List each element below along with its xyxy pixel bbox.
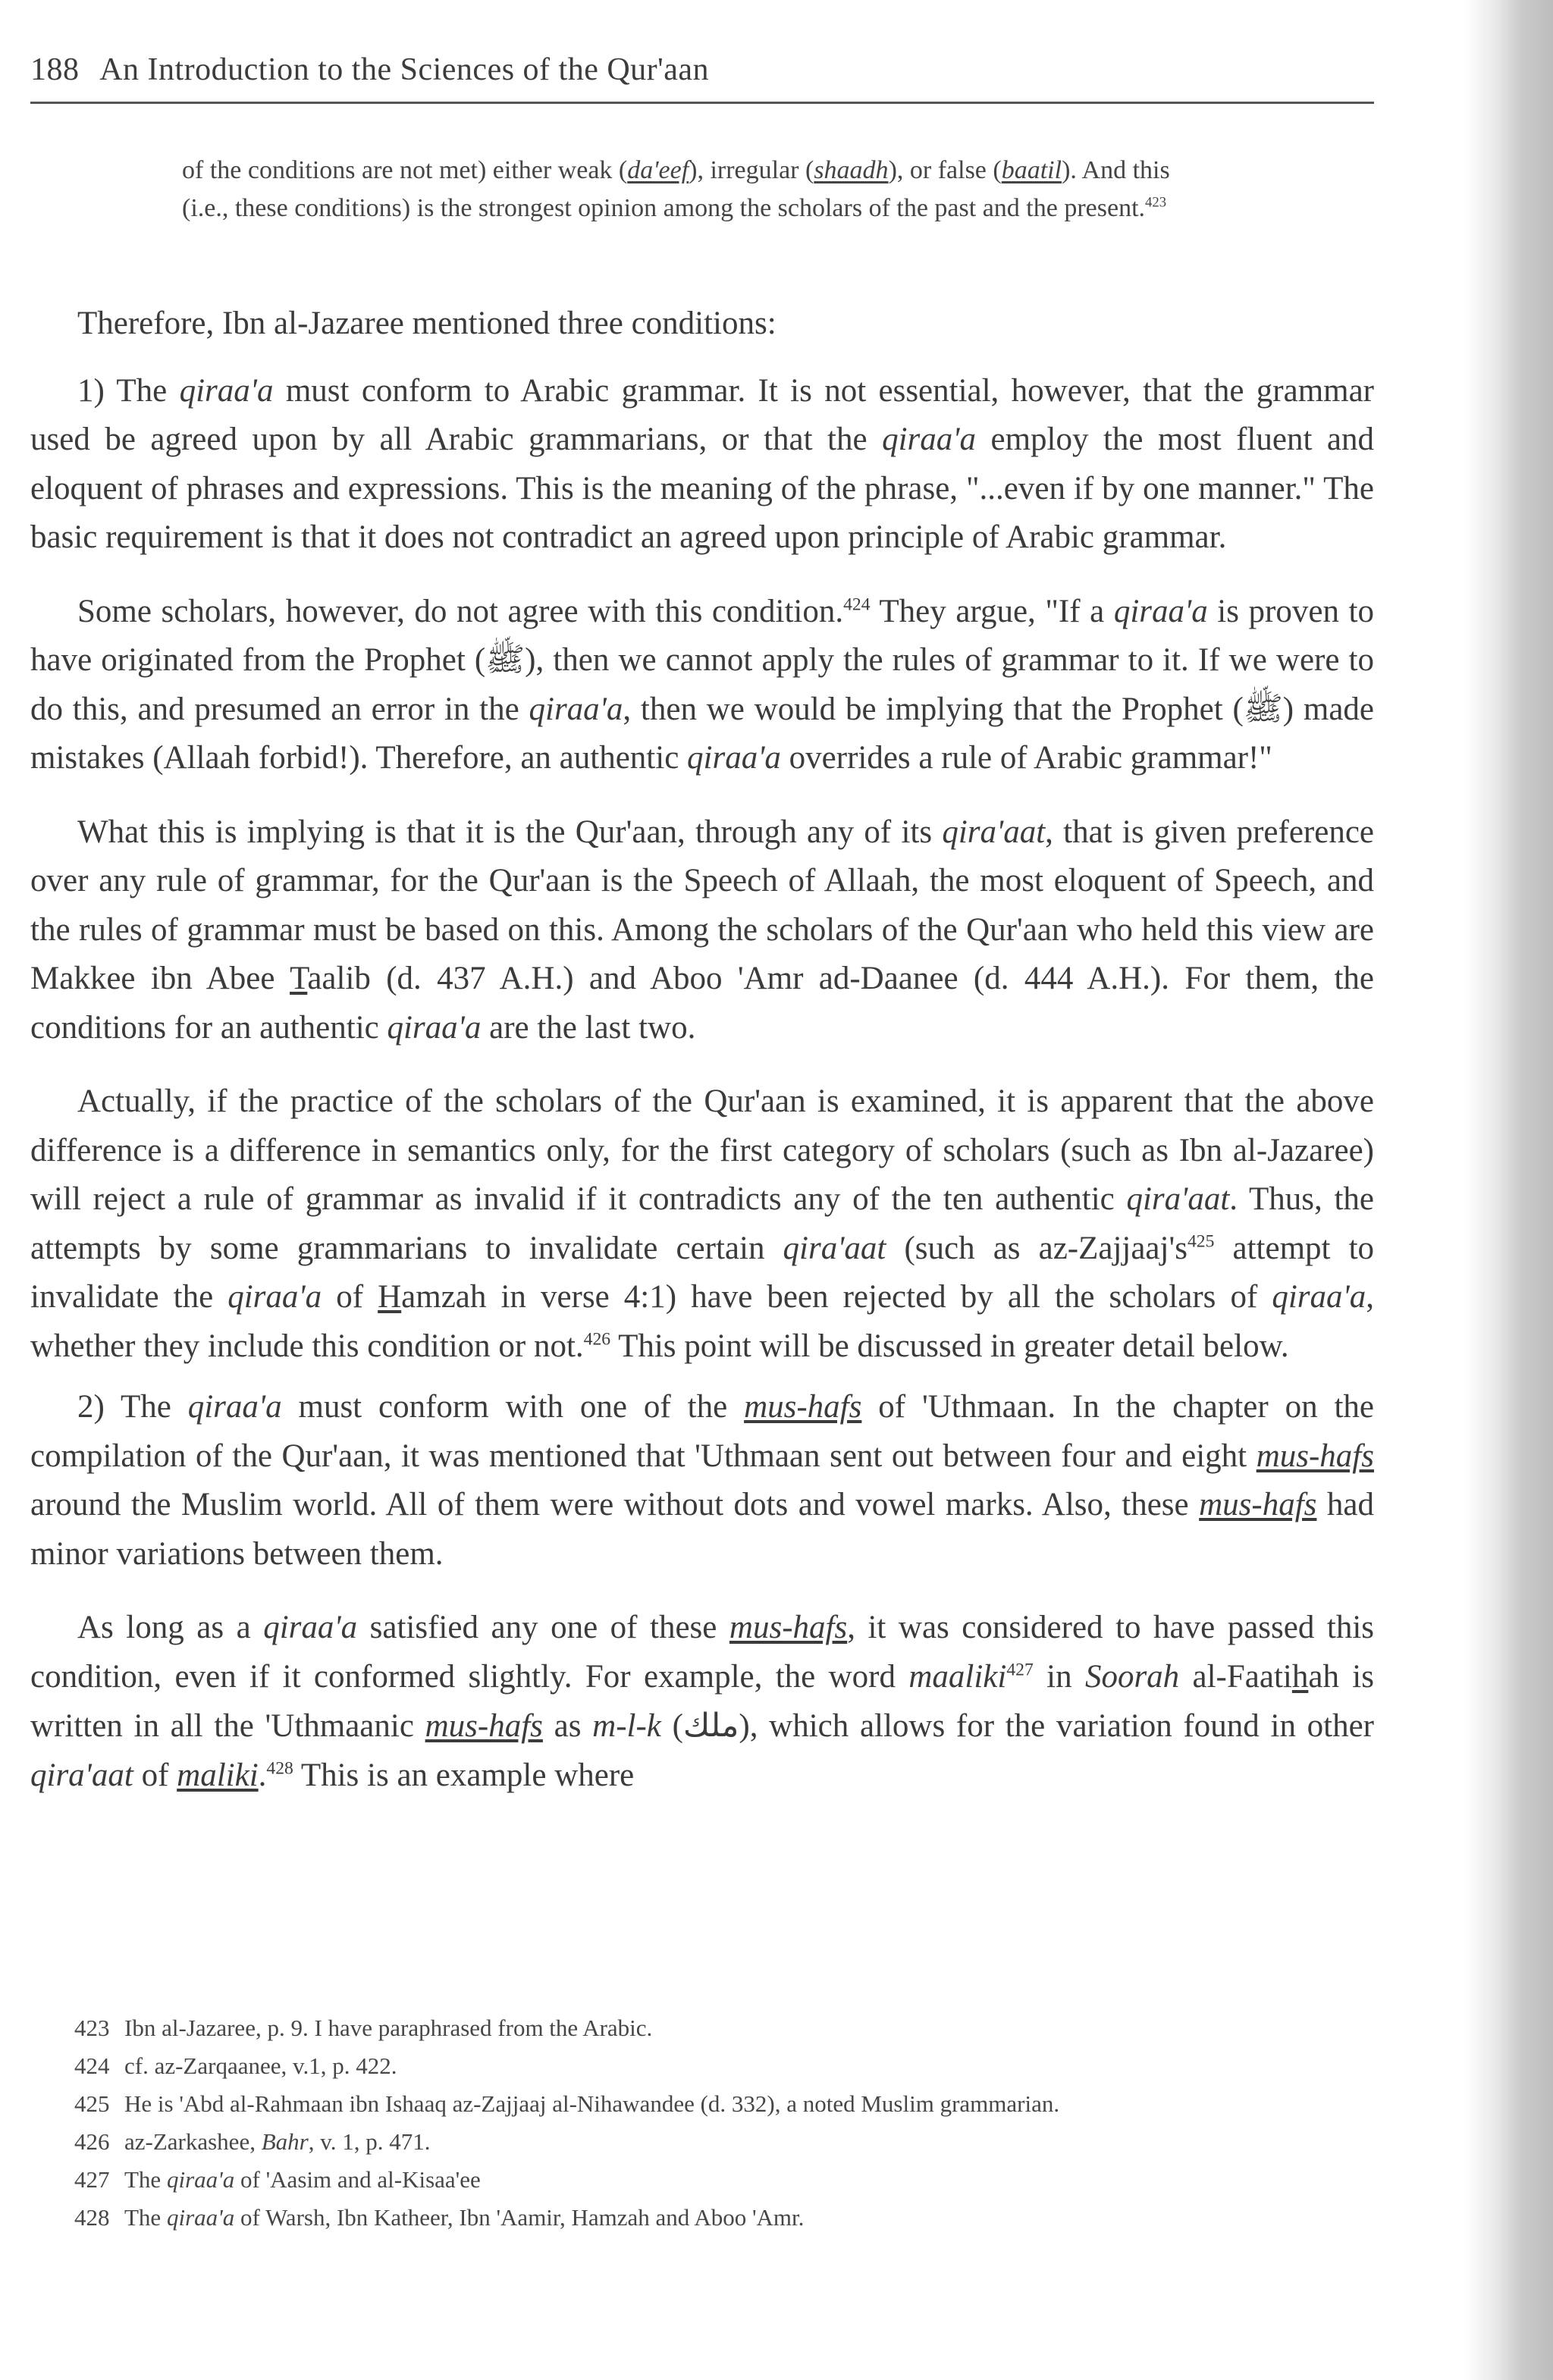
book-title: An Introduction to the Sciences of the Qur'aan [99, 52, 710, 87]
text: ( [660, 1708, 683, 1744]
term: mus-hafs [1199, 1487, 1317, 1522]
footnote-ref: 428 [266, 1758, 293, 1779]
footnote-text: The [124, 2204, 167, 2231]
term: maaliki [908, 1658, 1007, 1695]
footnote-number: 428 [74, 2204, 110, 2231]
paragraph [30, 1604, 1374, 1800]
term: baatil [1001, 156, 1062, 184]
paragraph [30, 299, 1374, 349]
text: of 'Uthmaan. In the chapter on the compilation of the Qur'aan, it was mentioned that 'Uthmaan sent out between four and eight [30, 1389, 1375, 1474]
page-edge-shadow [1465, 0, 1553, 2380]
arabic-word: ملك [682, 1707, 739, 1745]
term: qira'aat [783, 1230, 886, 1266]
text: had minor variations between them. [30, 1487, 1374, 1572]
term: qiraa'a [387, 1009, 482, 1046]
text: This point will be discussed in greater detail below. [610, 1328, 1289, 1364]
text: satisfied any one of these [357, 1610, 729, 1645]
term: qiraa'a [882, 422, 976, 457]
quote-text: the scholars of the past and the present. [739, 194, 1146, 222]
term: qiraa'a [166, 2166, 235, 2193]
paragraph [30, 367, 1374, 563]
text: Some scholars, however, do not agree with this condition. [77, 593, 844, 629]
footnote-ref: 424 [843, 594, 871, 615]
quote-text: ). And this (i.e., these conditions) is the strongest opinion among [182, 156, 1170, 222]
text: As long as a [77, 1610, 264, 1645]
footnote-text: The [124, 2166, 167, 2193]
running-head [30, 52, 1373, 88]
text: of [133, 1757, 177, 1793]
footnote-number: 423 [74, 2015, 110, 2041]
term: qiraa'a [187, 1389, 282, 1425]
text: Actually, if the practice of the scholars of the Qur'aan is examined, it is apparent that the above difference is a difference in semantics only, for the first category of scholars (such as Ibn al-Jazaree) will reject a rule of grammar as invalid if it contradicts any of the ten authentic [30, 1083, 1374, 1217]
text: . Thus, the attempts by some grammarians to invalidate certain [30, 1181, 1374, 1266]
text: (such as az-Zajjaaj's [886, 1230, 1187, 1266]
text: They argue, "If a [870, 593, 1114, 629]
quote-text: false ( [937, 156, 1002, 184]
term: qira'aat [30, 1757, 133, 1793]
footnote-number: 427 [74, 2166, 110, 2193]
footnote-text: Ibn al-Jazaree, p. 9. I have paraphrased from the Arabic. [124, 2015, 653, 2041]
footnote [30, 2009, 1374, 2047]
text: is proven to have originated from the Prophet (ﷺ), then we cannot apply the rules of grammar to it. If we were to do this, and presumed an error in the [30, 593, 1374, 727]
text: What this is implying is that it is the Qur'aan, through any of its [77, 814, 943, 850]
text: must conform to Arabic grammar. It is not essential, however, that the grammar used be agreed upon by all Arabic grammarians, or that the [30, 372, 1375, 457]
text: as [542, 1708, 593, 1744]
term: mus-hafs [1256, 1438, 1374, 1474]
term: qiraa'a [1272, 1279, 1366, 1315]
footnote-number: 426 [74, 2128, 110, 2155]
text: 1) The [77, 372, 180, 409]
text: amzah in verse 4:1) have been rejected by all the scholars of [401, 1279, 1272, 1315]
term: Bahr [261, 2128, 309, 2155]
term: qiraa'a [179, 372, 274, 409]
footnote [30, 2123, 1374, 2161]
term: qiraa'a [166, 2204, 235, 2231]
text: , whether they include this condition or not. [30, 1279, 1374, 1364]
footnote-number: 425 [74, 2090, 110, 2117]
text: must conform with one of the [281, 1389, 745, 1425]
transliteration-letter: h [1291, 1658, 1309, 1695]
footnote-text: of Warsh, Ibn Katheer, Ibn 'Aamir, Hamzah and Aboo 'Amr. [234, 2204, 805, 2231]
footnote [30, 2047, 1374, 2085]
text: attempt to invalidate the [30, 1230, 1375, 1315]
term: da'eef [627, 156, 689, 184]
text: ), which allows for the variation found in other [739, 1708, 1374, 1744]
footnote-ref: 425 [1187, 1231, 1215, 1252]
text: ah is written in all the 'Uthmaanic [30, 1658, 1374, 1744]
paragraph [30, 1077, 1374, 1371]
footnote-text: , v. 1, p. 471. [308, 2128, 431, 2155]
footnote-ref: 426 [583, 1329, 611, 1350]
text: This is an example where [293, 1757, 635, 1793]
text: . [258, 1757, 267, 1793]
quote-text: ), irregular ( [689, 156, 814, 184]
text: 2) The [77, 1389, 188, 1425]
text: overrides a rule of Arabic grammar!" [780, 740, 1272, 776]
text: in [1033, 1658, 1085, 1695]
term: qira'aat [1126, 1181, 1230, 1217]
transliteration-letter: T [290, 961, 308, 996]
text: are the last two. [481, 1009, 696, 1046]
block-quote [182, 152, 1221, 227]
footnote-text: cf. az-Zarqaanee, v.1, p. 422. [124, 2052, 397, 2079]
footnotes [30, 2009, 1374, 2237]
paragraph [30, 588, 1374, 783]
footnote-ref: 427 [1006, 1660, 1034, 1680]
footnote-text: He is 'Abd al-Rahmaan ibn Ishaaq az-Zajjaaj al-Nihawandee (d. 332), a noted Muslim grammarian. [124, 2090, 1060, 2117]
text: aalib (d. 437 A.H.) and Aboo 'Amr ad-Daanee (d. 444 A.H.). For them, the conditions for an authentic [30, 961, 1375, 1046]
footnote [30, 2199, 1374, 2237]
footnote-number: 424 [74, 2052, 110, 2079]
text: of [322, 1279, 378, 1315]
text: , that is given preference over any rule of grammar, for the Qur'aan is the Speech of Allaah, the most eloquent of Speech, and the rules of grammar must be based on this. Among the scholars of the Qur'aan who held this view are Makkee ibn Abee [30, 814, 1375, 996]
term: mus-hafs [744, 1389, 862, 1425]
term: shaadh [814, 156, 889, 184]
text: , it was considered to have passed this condition, even if it conformed slightly. For example, the word [30, 1610, 1375, 1695]
term: qiraa'a [227, 1279, 322, 1315]
term: m-l-k [592, 1708, 661, 1744]
text: , then we would be implying that the Prophet (ﷺ) made mistakes (Allaah forbid!). Therefore, an authentic [30, 691, 1375, 776]
term: qira'aat [942, 814, 1046, 850]
text: around the Muslim world. All of them were without dots and vowel marks. Also, these [30, 1487, 1200, 1522]
footnote-text: of 'Aasim and al-Kisaa'ee [234, 2166, 481, 2193]
term: qiraa'a [263, 1610, 358, 1645]
term: mus-hafs [425, 1708, 543, 1744]
paragraph [30, 1383, 1374, 1579]
footnote-ref: 423 [1145, 194, 1167, 211]
term: Soorah [1084, 1658, 1180, 1695]
header-rule [30, 102, 1374, 104]
transliteration-letter: H [378, 1279, 402, 1315]
footnote [30, 2161, 1374, 2199]
quote-text: ), or [888, 156, 932, 184]
footnote-text: az-Zarkashee, [124, 2128, 262, 2155]
quote-text: of the conditions are not met) either weak ( [182, 156, 628, 184]
body-text [30, 299, 1374, 1825]
text: Therefore, Ibn al-Jazaree mentioned three conditions: [77, 306, 776, 341]
term: qiraa'a [529, 691, 623, 727]
text: al-Faati [1179, 1658, 1292, 1695]
term: qiraa'a [1113, 593, 1208, 629]
term: mus-hafs [729, 1610, 848, 1645]
term: qiraa'a [687, 740, 781, 776]
text: employ the most fluent and eloquent of phrases and expressions. This is the meaning of the phrase, "...even if by one manner." The basic requirement is that it does not contradict an agreed upon principle of Arabic grammar. [30, 422, 1374, 555]
paragraph [30, 808, 1374, 1053]
term: maliki [177, 1757, 259, 1793]
page-number: 188 [30, 52, 80, 87]
footnote [30, 2085, 1374, 2123]
